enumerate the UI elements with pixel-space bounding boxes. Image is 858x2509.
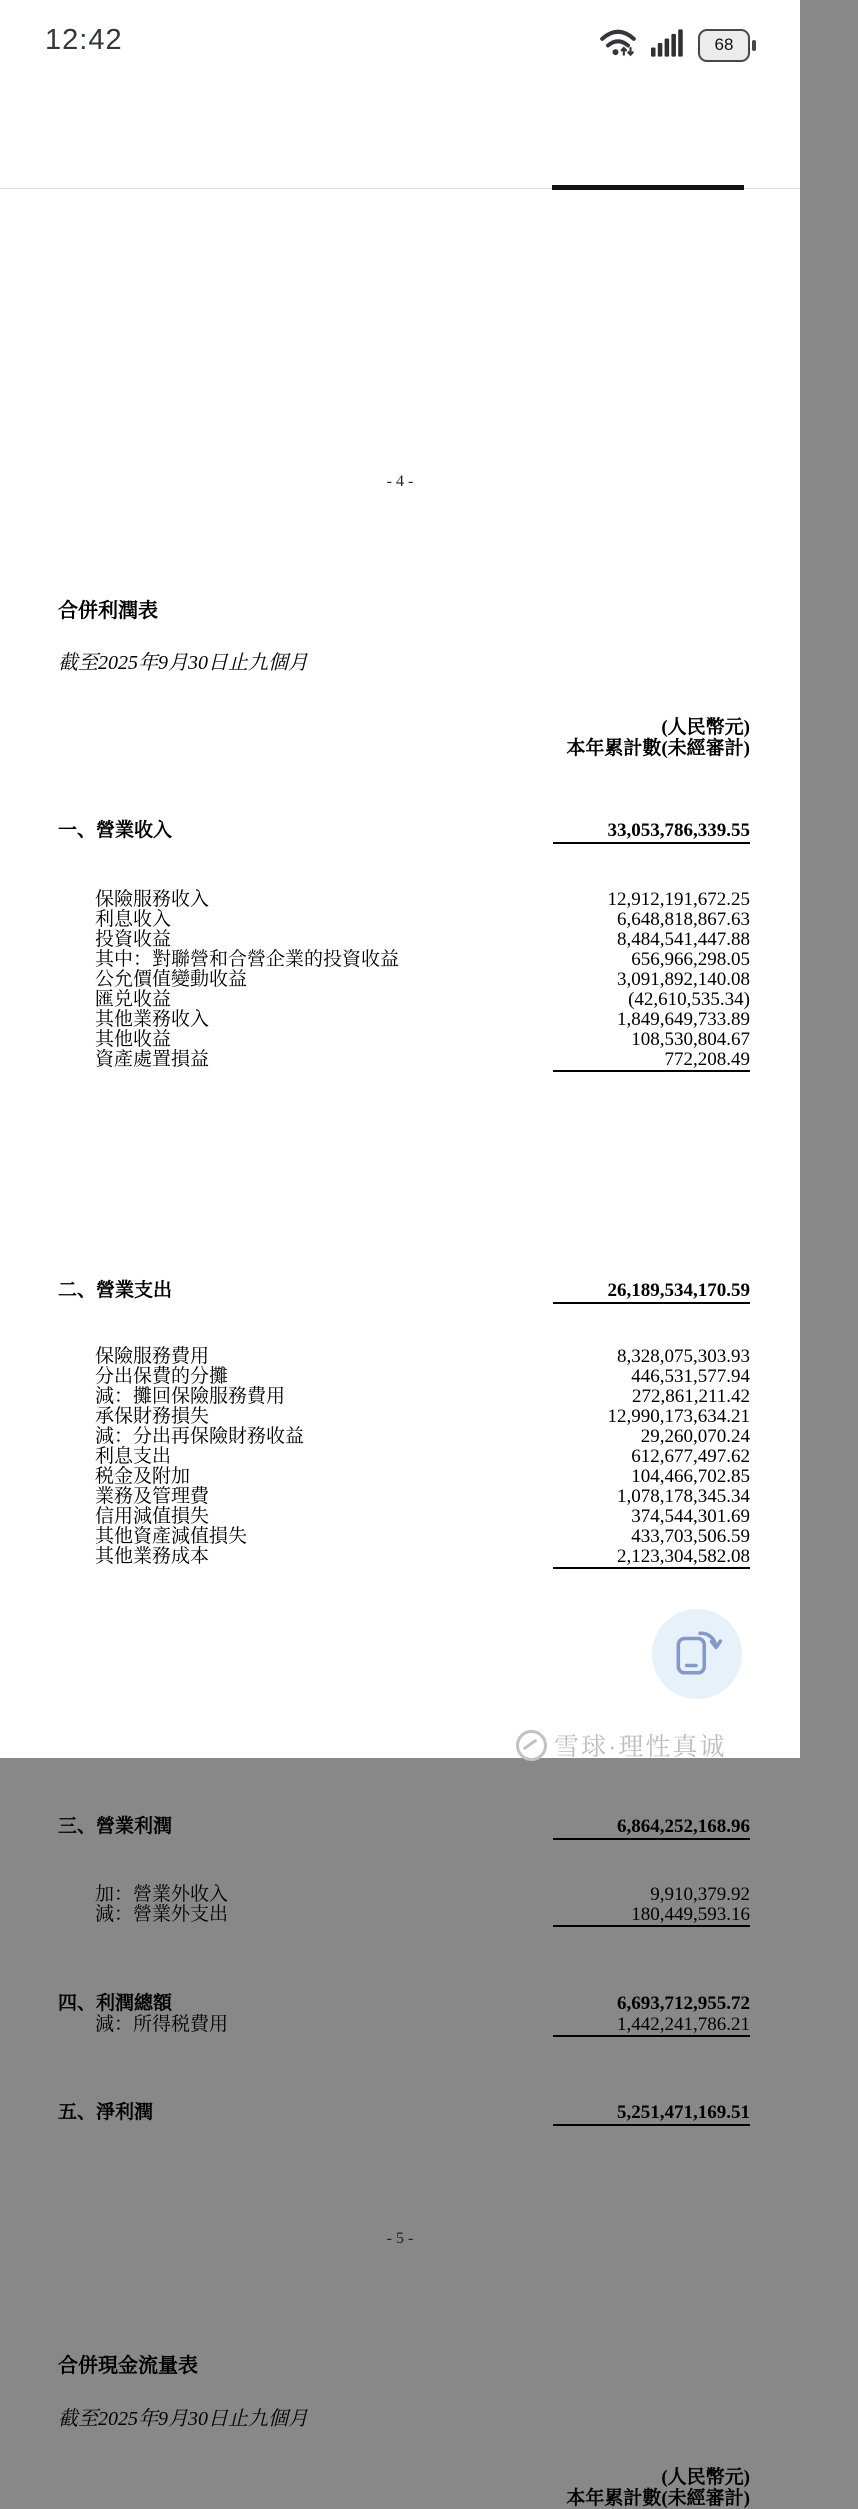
row-label: 資產處置損益 — [95, 1049, 210, 1070]
row-value: 8,484,541,447.88 — [617, 929, 750, 950]
currency-note: (人民幣元) — [661, 2467, 750, 2488]
row-label: 保險服務費用 — [95, 1346, 210, 1367]
pdf-scroll-area[interactable] — [0, 189, 800, 2509]
row-label: 利息支出 — [95, 1446, 172, 1467]
statement-row — [58, 1367, 750, 1387]
cashflow-statement-subtitle: 截至2025年9月30日止九個月 — [58, 2408, 308, 2430]
row-label: 四、利潤總額 — [58, 1993, 173, 2014]
statement-row — [58, 1885, 750, 1905]
statement-row — [58, 1447, 750, 1467]
rotate-screen-button[interactable] — [652, 1609, 742, 1699]
row-label: 一、營業收入 — [58, 820, 173, 841]
row-value: 446,531,577.94 — [631, 1366, 750, 1387]
row-label: 業務及管理費 — [95, 1486, 210, 1507]
statement-block — [58, 820, 750, 842]
row-value: 8,328,075,303.93 — [617, 1346, 750, 1367]
row-value: 1,849,649,733.89 — [617, 1009, 750, 1030]
cashflow-statement-title: 合併現金流量表 — [58, 2355, 198, 2377]
row-label: 信用減值損失 — [95, 1506, 210, 1527]
row-label: 減：營業外支出 — [95, 1904, 229, 1925]
statement-block — [58, 1347, 750, 1567]
statement-row — [58, 930, 750, 950]
row-value: 6,864,252,168.96 — [553, 1816, 750, 1840]
statement-row — [58, 1487, 750, 1507]
statement-block — [58, 1993, 750, 2035]
row-value: 180,449,593.16 — [553, 1905, 750, 1927]
statement-row — [58, 910, 750, 930]
row-value: 33,053,786,339.55 — [553, 820, 750, 844]
rotate-phone-icon — [670, 1625, 724, 1684]
battery-level: 68 — [714, 35, 734, 54]
row-value: 12,912,191,672.25 — [607, 889, 750, 910]
watermark-text: 雪球·理性真诚 — [554, 1733, 727, 1761]
row-label: 税金及附加 — [95, 1466, 191, 1487]
status-icons — [598, 27, 750, 63]
battery-nub — [752, 40, 756, 51]
statement-row — [58, 1010, 750, 1030]
statement-block — [58, 1280, 750, 1302]
xueqiu-logo-icon — [516, 1730, 547, 1761]
row-value: 772,208.49 — [553, 1050, 750, 1072]
row-value: 1,442,241,786.21 — [553, 2015, 750, 2037]
row-label: 五、淨利潤 — [58, 2102, 154, 2123]
row-label: 匯兑收益 — [95, 989, 172, 1010]
table-double-rule — [552, 185, 744, 190]
statement-row — [58, 1280, 750, 1302]
row-value: 3,091,892,140.08 — [617, 969, 750, 990]
row-label: 二、營業支出 — [58, 1280, 173, 1301]
statement-row — [58, 1527, 750, 1547]
statement-block — [58, 1885, 750, 1925]
row-value: 26,189,534,170.59 — [553, 1280, 750, 1304]
income-statement-subtitle: 截至2025年9月30日止九個月 — [58, 652, 308, 674]
page-number-4: - 4 - — [386, 473, 414, 490]
statement-row — [58, 1905, 750, 1925]
statement-block — [58, 2102, 750, 2124]
statement-row — [58, 1467, 750, 1487]
income-statement-title: 合併利潤表 — [58, 600, 158, 622]
statement-row — [58, 1347, 750, 1367]
row-value: 9,910,379.92 — [650, 1884, 750, 1905]
row-value: 12,990,173,634.21 — [607, 1406, 750, 1427]
row-label: 其他業務收入 — [95, 1009, 210, 1030]
statement-row — [58, 1547, 750, 1567]
row-value: 1,078,178,345.34 — [617, 1486, 750, 1507]
row-label: 利息收入 — [95, 909, 172, 930]
column-header: 本年累計數(未經審計) — [566, 2488, 750, 2509]
row-label: 其中：對聯營和合營企業的投資收益 — [95, 949, 400, 970]
wifi-icon — [598, 26, 638, 65]
page-number-5: - 5 - — [386, 2230, 414, 2247]
row-label: 減：攤回保險服務費用 — [95, 1386, 286, 1407]
cashflow-statement-column-header — [0, 2467, 750, 2509]
statement-row — [58, 990, 750, 1010]
row-value: 6,693,712,955.72 — [617, 1993, 750, 2014]
row-label: 保險服務收入 — [95, 889, 210, 910]
row-label: 加：營業外收入 — [95, 1884, 229, 1905]
statement-row — [58, 2015, 750, 2035]
row-label: 承保財務損失 — [95, 1406, 210, 1427]
row-value: 612,677,497.62 — [631, 1446, 750, 1467]
statement-row — [58, 950, 750, 970]
row-label: 減：所得税費用 — [95, 2014, 229, 2035]
row-label: 投資收益 — [95, 929, 172, 950]
income-statement-column-header — [0, 717, 750, 759]
row-value: (42,610,535.34) — [628, 989, 750, 1010]
row-label: 其他資產減值損失 — [95, 1526, 248, 1547]
row-value: 29,260,070.24 — [640, 1426, 750, 1447]
clock: 12:42 — [45, 24, 123, 56]
statement-row — [58, 1050, 750, 1070]
pdf-viewer-header — [0, 90, 800, 188]
statement-block — [58, 1816, 750, 1838]
statement-row — [58, 1816, 750, 1838]
statement-block — [58, 890, 750, 1070]
status-bar — [0, 0, 800, 90]
xueqiu-watermark — [516, 1727, 726, 1763]
row-label: 其他業務成本 — [95, 1546, 210, 1567]
statement-row — [58, 970, 750, 990]
currency-note: (人民幣元) — [661, 717, 750, 738]
statement-row — [58, 2102, 750, 2124]
row-value: 433,703,506.59 — [631, 1526, 750, 1547]
statement-row — [58, 820, 750, 842]
statement-row — [58, 890, 750, 910]
row-value: 104,466,702.85 — [631, 1466, 750, 1487]
statement-row — [58, 1030, 750, 1050]
row-label: 減：分出再保險財務收益 — [95, 1426, 305, 1447]
row-label: 公允價值變動收益 — [95, 969, 248, 990]
row-label: 分出保費的分攤 — [95, 1366, 229, 1387]
statement-row — [58, 1507, 750, 1527]
row-value: 374,544,301.69 — [631, 1506, 750, 1527]
statement-row — [58, 1407, 750, 1427]
row-value: 6,648,818,867.63 — [617, 909, 750, 930]
row-value: 272,861,211.42 — [631, 1386, 750, 1407]
battery-icon — [698, 29, 750, 62]
row-label: 三、營業利潤 — [58, 1816, 173, 1837]
signal-bars-icon — [651, 28, 685, 63]
statement-row — [58, 1387, 750, 1407]
column-header: 本年累計數(未經審計) — [566, 738, 750, 759]
row-value: 108,530,804.67 — [631, 1029, 750, 1050]
row-value: 2,123,304,582.08 — [553, 1547, 750, 1569]
statement-row — [58, 1993, 750, 2015]
row-value: 5,251,471,169.51 — [553, 2102, 750, 2126]
row-value: 656,966,298.05 — [631, 949, 750, 970]
row-label: 其他收益 — [95, 1029, 172, 1050]
statement-row — [58, 1427, 750, 1447]
